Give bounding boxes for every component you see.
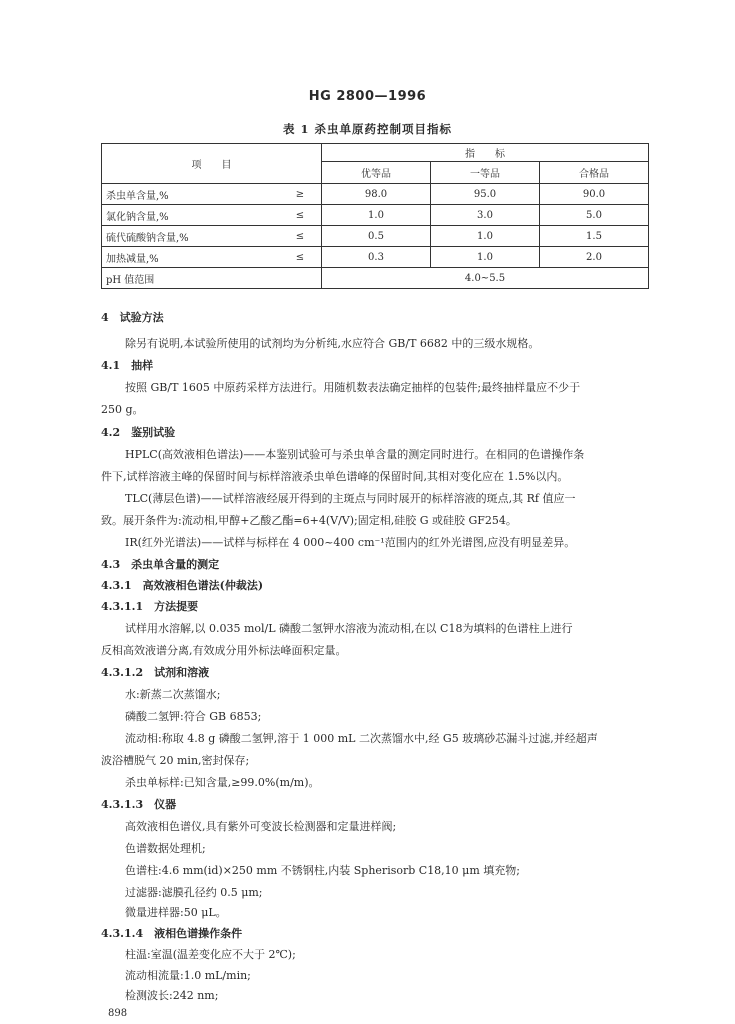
cell-value: 1.0 [431,226,540,247]
table-row [102,205,649,226]
table-row [102,184,649,205]
table-caption: 表 1 杀虫单原药控制项目指标 [282,122,452,136]
header-index: 指 标 [322,144,649,162]
paragraph-line: 按照 GB/T 1605 中原药采样方法进行。用随机数表法确定抽样的包装件;最终抽样量应不少于 [125,381,581,394]
list-item: 色谱数据处理机; [125,842,206,855]
list-item: 高效液相色谱仪,具有紫外可变波长检测器和定量进样阀; [125,820,397,833]
section-heading: 4.2 鉴别试验 [101,426,176,439]
grade-header: 合格品 [540,162,649,184]
list-item: 微量进样器:50 μL。 [125,906,227,919]
standard-code: HG 2800—1996 [308,89,427,104]
list-item: 流动相流量:1.0 mL/min; [125,969,251,982]
section-heading: 4.3.1.2 试剂和溶液 [101,666,210,679]
paragraph-line: 致。展开条件为:流动相,甲醇+乙酸乙酯=6+4(V/V);固定相,硅胶 G 或硅胶 GF254。 [101,514,517,527]
row-name: 氯化钠含量,% [102,205,280,226]
table-row [102,226,649,247]
list-item: 杀虫单标样:已知含量,≥99.0%(m/m)。 [125,776,320,789]
cell-value: 4.0~5.5 [322,268,649,289]
paragraph-line: 件下,试样溶液主峰的保留时间与标样溶液杀虫单色谱峰的保留时间,其相对变化应在 1.5%以内。 [101,470,569,483]
table-row [102,247,649,268]
row-name: 硫代硫酸钠含量,% [102,226,280,247]
row-name: pH 值范围 [102,268,322,289]
paragraph-line: 250 g。 [101,403,144,416]
list-item: 过滤器:滤膜孔径约 0.5 μm; [125,886,263,899]
section-heading: 4.3.1 高效液相色谱法(仲裁法) [101,579,264,592]
cell-value: 5.0 [540,205,649,226]
row-name: 加热减量,% [102,247,280,268]
section-heading: 4.3.1.1 方法提要 [101,600,199,613]
cell-value: 2.0 [540,247,649,268]
list-item: 色谱柱:4.6 mm(id)×250 mm 不锈钢柱,内装 Spherisorb C18,10 μm 填充物; [125,864,520,877]
cell-value: 98.0 [322,184,431,205]
table-row [102,268,649,289]
paragraph-line: IR(红外光谱法)——试样与标样在 4 000~400 cm⁻¹范围内的红外光谱图,应没有明显差异。 [125,536,576,549]
row-name: 杀虫单含量,% [102,184,280,205]
cell-value: 1.0 [322,205,431,226]
paragraph-line: TLC(薄层色谱)——试样溶液经展开得到的主斑点与同时展开的标样溶液的斑点,其 Rf 值应一 [125,492,576,505]
list-item: 波浴槽脱气 20 min,密封保存; [101,754,250,767]
row-symbol: ≥ [279,184,322,205]
cell-value: 90.0 [540,184,649,205]
row-symbol: ≤ [279,226,322,247]
list-item: 柱温:室温(温差变化应不大于 2℃); [125,948,296,961]
cell-value: 0.5 [322,226,431,247]
page-number: 898 [108,1008,128,1019]
paragraph-line: HPLC(高效液相色谱法)——本鉴别试验可与杀虫单含量的测定同时进行。在相同的色谱操作条 [125,448,585,461]
cell-value: 0.3 [322,247,431,268]
paragraph-line: 试样用水溶解,以 0.035 mol/L 磷酸二氢钾水溶液为流动相,在以 C18为填料的色谱柱上进行 [125,622,573,635]
section-heading: 4.1 抽样 [101,359,154,372]
list-item: 磷酸二氢钾:符合 GB 6853; [125,710,262,723]
cell-value: 95.0 [431,184,540,205]
list-item: 检测波长:242 nm; [125,989,219,1002]
cell-value: 3.0 [431,205,540,226]
section-heading: 4.3.1.3 仪器 [101,798,177,811]
cell-value: 1.0 [431,247,540,268]
section-heading: 4 试验方法 [101,311,164,324]
row-symbol: ≤ [279,205,322,226]
list-item: 水:新蒸二次蒸馏水; [125,688,221,701]
header-item: 项 目 [102,144,322,184]
cell-value: 1.5 [540,226,649,247]
grade-header: 优等品 [322,162,431,184]
grade-header: 一等品 [431,162,540,184]
row-symbol: ≤ [279,247,322,268]
section-heading: 4.3 杀虫单含量的测定 [101,558,220,571]
list-item: 流动相:称取 4.8 g 磷酸二氢钾,溶于 1 000 mL 二次蒸馏水中,经 G5 玻璃砂芯漏斗过滤,并经超声 [125,732,598,745]
paragraph-line: 除另有说明,本试验所使用的试剂均为分析纯,水应符合 GB/T 6682 中的三级水规格。 [125,337,540,350]
paragraph-line: 反相高效液谱分离,有效成分用外标法峰面积定量。 [101,644,347,657]
section-heading: 4.3.1.4 液相色谱操作条件 [101,927,243,940]
spec-table [101,143,649,289]
